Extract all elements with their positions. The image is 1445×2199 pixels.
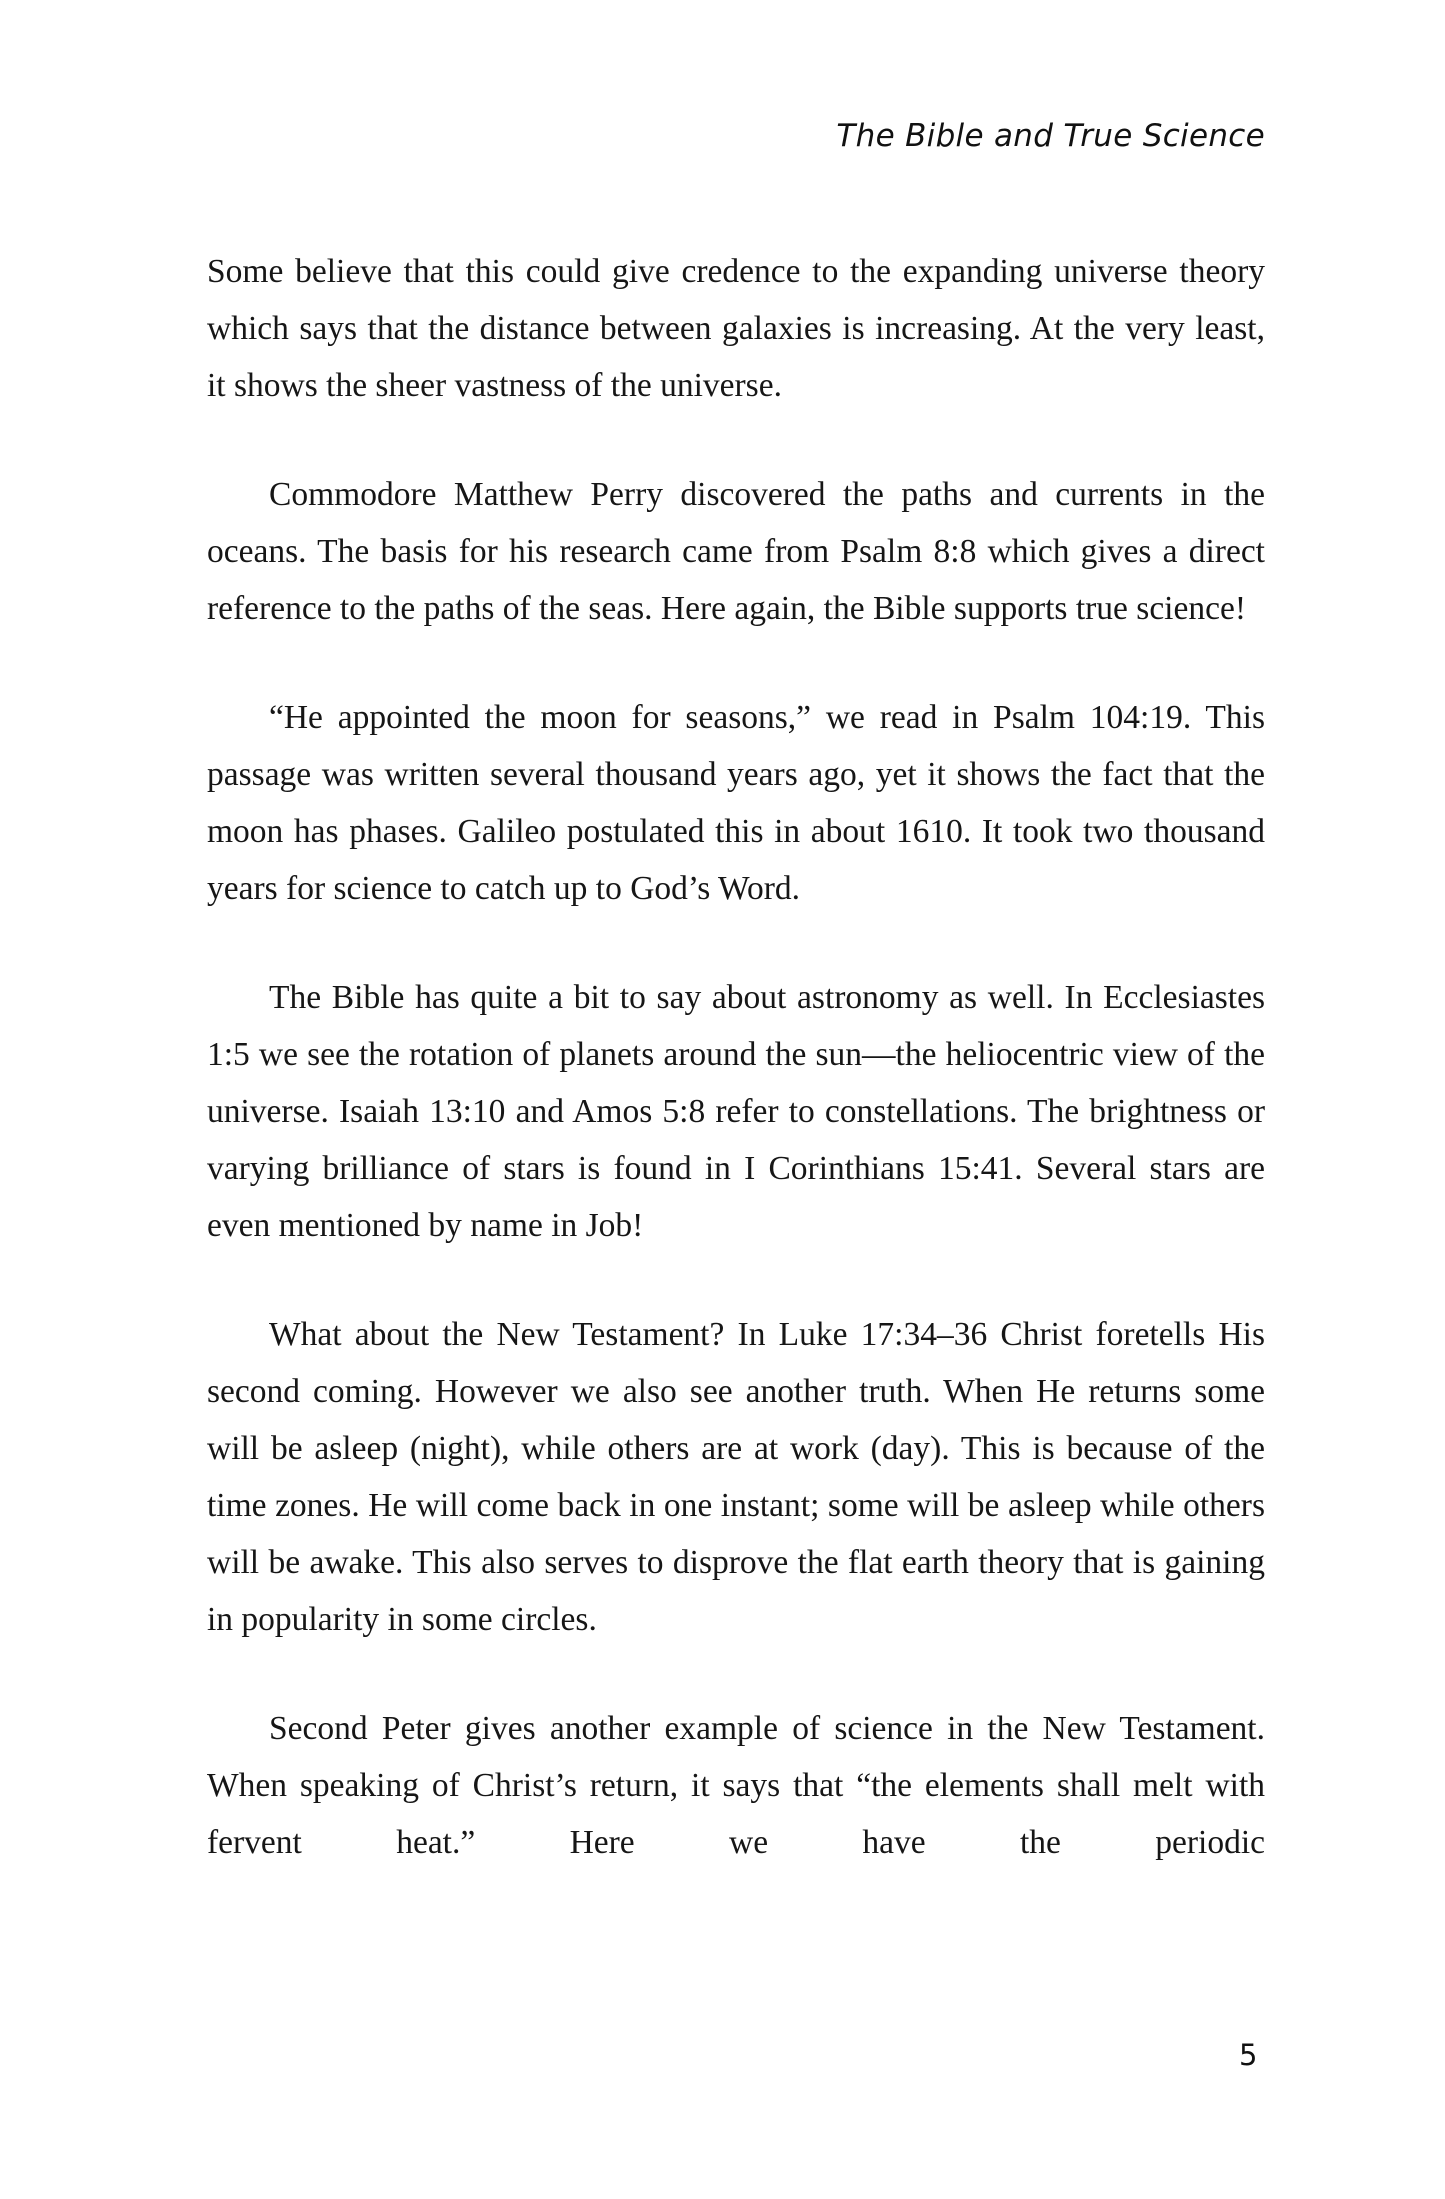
paragraph-astronomy: The Bible has quite a bit to say about astronomy as well. In Ecclesiastes 1:5 we see the rotation of planets around the sun—the heliocentric view of the universe. Isaiah 13:10 and Amos 5:8 refer to constellations. The brightness or varying brilliance of stars is found in I Corinthians 15:41. Several stars are even mentioned by name in Job!: [207, 979, 1265, 1244]
paragraph-moon-seasons: “He appointed the moon for seasons,” we read in Psalm 104:19. This passage was written several thousand years ago, yet it shows the fact that the moon has phases. Galileo postulated this in about 1610. It took two thousand years for science to catch up to God’s Word.: [207, 699, 1265, 907]
paragraph-matthew-perry: Commodore Matthew Perry discovered the paths and currents in the oceans. The basis for his research came from Psalm 8:8 which gives a direct reference to the paths of the seas. Here again, the Bible supports true science!: [207, 476, 1265, 627]
body-text: [207, 243, 1265, 1871]
running-head-title: The Bible and True Science: [836, 118, 1265, 154]
page-number: 5: [1239, 2038, 1258, 2072]
paragraph-expanding-universe: Some believe that this could give credence to the expanding universe theory which says that the distance between galaxies is increasing. At the very least, it shows the sheer vastness of the universe.: [207, 253, 1265, 404]
paragraph-second-peter: Second Peter gives another example of science in the New Testament. When speaking of Christ’s return, it says that “the elements shall melt with fervent heat.” Here we have the periodic: [207, 1710, 1265, 1861]
paragraph-new-testament: What about the New Testament? In Luke 17:34–36 Christ foretells His second coming. However we also see another truth. When He returns some will be asleep (night), while others are at work (day). This is because of the time zones. He will come back in one instant; some will be asleep while others will be awake. This also serves to disprove the flat earth theory that is gaining in popularity in some circles.: [207, 1316, 1265, 1638]
